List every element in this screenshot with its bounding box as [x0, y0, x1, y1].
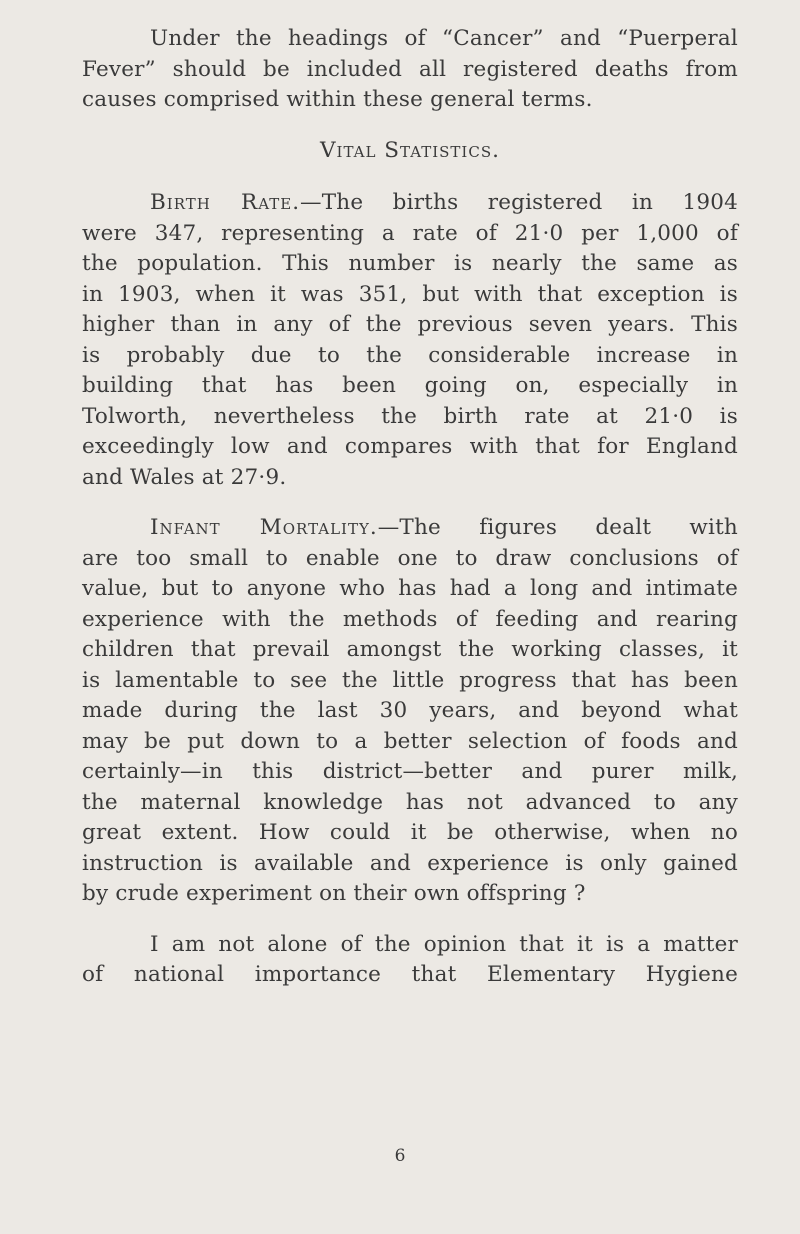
text-line: value, but to anyone who has had a long and intimate	[82, 576, 738, 601]
text-line: great extent. How could it be otherwise, when no	[82, 820, 738, 845]
paragraph-gap	[82, 910, 738, 930]
text-line: the maternal knowledge has not advanced to any	[82, 789, 738, 815]
text-line: and Wales at 27·9.	[82, 464, 287, 490]
paragraph-label: Infant Mortality.	[150, 515, 378, 540]
section-heading: Vital Statistics.	[320, 137, 500, 163]
birth-rate-paragraph	[82, 188, 738, 493]
text-line: is probably due to the considerable increase in	[82, 342, 738, 368]
text-line: building that has been going on, especially in	[82, 373, 738, 398]
text-line: instruction is available and experience is only gained	[82, 850, 738, 876]
text-line: made during the last 30 years, and beyond what	[82, 698, 738, 723]
text-line: are too small to enable one to draw conclusions of	[82, 545, 738, 571]
paragraph-label: Birth Rate.	[150, 190, 301, 215]
closing-paragraph	[82, 930, 738, 991]
text-line: higher than in any of the previous seven years. This	[82, 312, 738, 337]
text-line: causes comprised within these general terms.	[82, 87, 593, 112]
text-line: of national importance that Elementary Hygiene	[82, 962, 738, 987]
text-line: children that prevail amongst the working classes, it	[82, 637, 738, 662]
text-line: Tolworth, nevertheless the birth rate at 21·0 is	[82, 403, 738, 429]
text-line: may be put down to a better selection of foods and	[82, 728, 738, 754]
text-run: —The figures dealt with	[377, 515, 738, 540]
text-line: Fever” should be included all registered deaths from	[82, 56, 738, 82]
text-line: by crude experiment on their own offspring ?	[82, 881, 586, 906]
infant-mortality-paragraph	[82, 513, 738, 910]
text-line	[82, 188, 738, 219]
text-line: Under the headings of “Cancer” and “Puerperal	[150, 26, 738, 51]
intro-paragraph	[82, 24, 738, 116]
text-run: —The births registered in 1904	[300, 190, 738, 215]
text-line: in 1903, when it was 351, but with that exception is	[82, 281, 738, 307]
text-line: experience with the methods of feeding and rearing	[82, 606, 738, 632]
page-number: 6	[394, 1146, 406, 1166]
text-line: is lamentable to see the little progress that has been	[82, 667, 738, 693]
text-line: I am not alone of the opinion that it is a matter	[150, 931, 738, 957]
text-line: exceedingly low and compares with that for England	[82, 434, 738, 459]
paragraph-gap	[82, 493, 738, 513]
text-line: certainly—in this district—better and purer milk,	[82, 759, 738, 784]
text-line: were 347, representing a rate of 21·0 per 1,000 of	[82, 220, 738, 246]
text-line	[82, 513, 738, 544]
text-line: the population. This number is nearly the same as	[82, 251, 738, 276]
